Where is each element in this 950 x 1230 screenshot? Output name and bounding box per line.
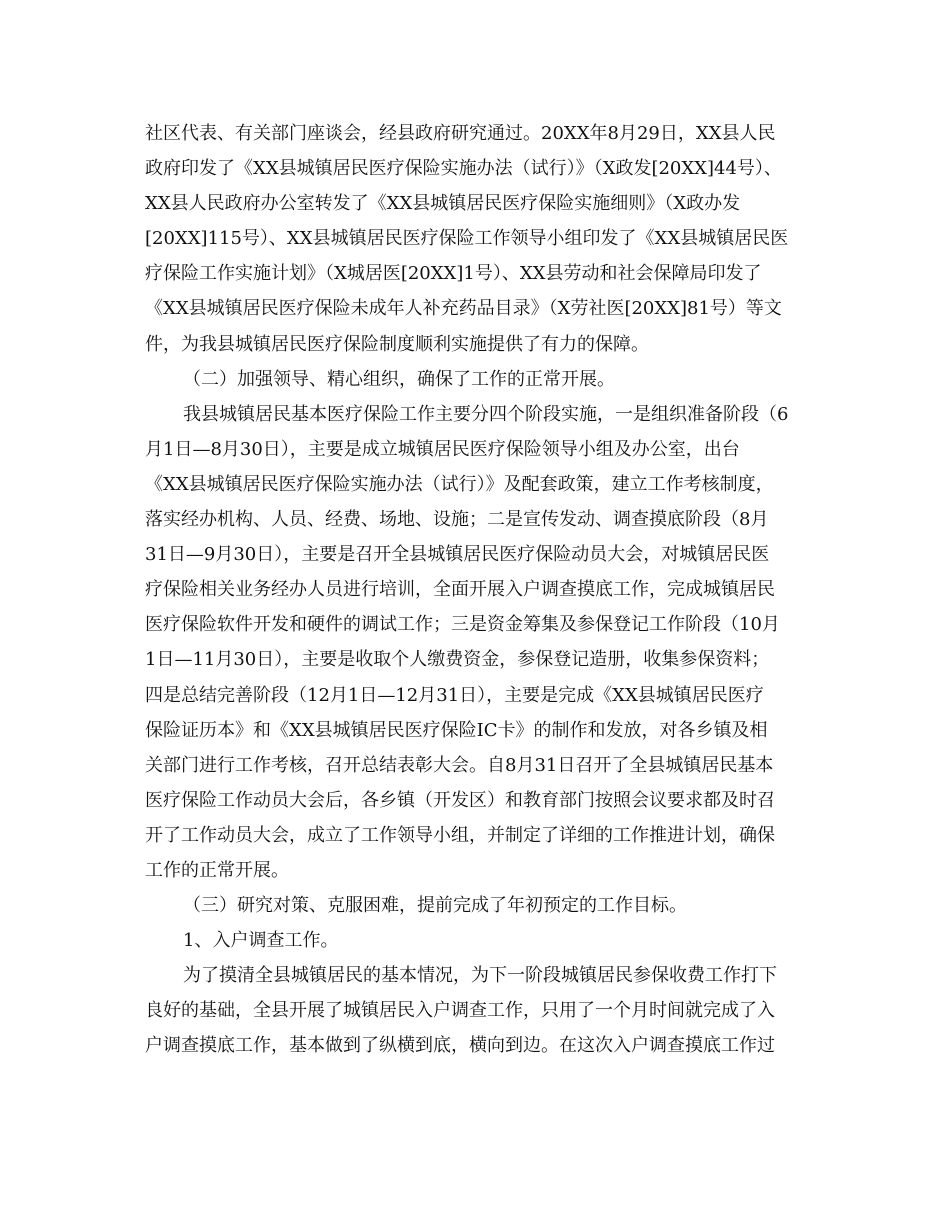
text-line: 户调查摸底工作，基本做到了纵横到底，横向到边。在这次入户调查摸底工作过	[145, 1035, 775, 1057]
text-line: 我县城镇居民基本医疗保险工作主要分四个阶段实施，一是组织准备阶段（6	[183, 403, 789, 425]
text-line: 1日—11月30日），主要是收取个人缴费资金，参保登记造册，收集参保资料；	[145, 649, 770, 671]
text-line: （二）加强领导、精心组织，确保了工作的正常开展。	[183, 368, 615, 390]
text-line: 关部门进行工作考核，召开总结表彰大会。自8月31日召开了全县城镇居民基本	[145, 754, 774, 776]
document-body	[145, 116, 815, 1064]
text-line: 31日—9月30日），主要是召开全县城镇居民医疗保险动员大会，对城镇居民医	[145, 544, 770, 566]
text-line: 良好的基础，全县开展了城镇居民入户调查工作，只用了一个月时间就完成了入	[145, 1000, 775, 1022]
text-line: 件，为我县城镇居民医疗保险制度顺利实施提供了有力的保障。	[145, 333, 649, 355]
text-line: [20XX]115号）、XX县城镇居民医疗保险工作领导小组印发了《XX县城镇居民医	[145, 228, 789, 250]
text-line: 疗保险工作实施计划》（X城居医[20XX]1号）、XX县劳动和社会保障局印发了	[145, 263, 762, 285]
text-line: 月1日—8月30日），主要是成立城镇居民医疗保险领导小组及办公室，出台	[145, 438, 740, 460]
text-line: 医疗保险工作动员大会后，各乡镇（开发区）和教育部门按照会议要求都及时召	[145, 789, 775, 811]
text-line: 政府印发了《XX县城镇居民医疗保险实施办法（试行）》（X政发[20XX]44号）、	[145, 158, 782, 180]
text-line: 落实经办机构、人员、经费、场地、设施；二是宣传发动、调查摸底阶段（8月	[145, 509, 769, 531]
text-line: 工作的正常开展。	[145, 859, 289, 881]
text-line: 《XX县城镇居民医疗保险实施办法（试行）》及配套政策，建立工作考核制度，	[145, 473, 774, 495]
text-line: 《XX县城镇居民医疗保险未成年人补充药品目录》（X劳社医[20XX]81号）等文	[145, 298, 782, 320]
text-line: （三）研究对策、克服困难，提前完成了年初预定的工作目标。	[183, 895, 687, 917]
text-line: 1、入户调查工作。	[183, 930, 339, 952]
text-line: 四是总结完善阶段（12月1日—12月31日），主要是完成《XX县城镇居民医疗	[145, 684, 764, 706]
text-line: 疗保险相关业务经办人员进行培训，全面开展入户调查摸底工作，完成城镇居民	[145, 579, 775, 601]
text-line: 开了工作动员大会，成立了工作领导小组，并制定了详细的工作推进计划，确保	[145, 824, 775, 846]
text-line: 社区代表、有关部门座谈会，经县政府研究通过。20XX年8月29日，XX县人民	[145, 123, 776, 144]
text-line: 为了摸清全县城镇居民的基本情况，为下一阶段城镇居民参保收费工作打下	[183, 965, 777, 987]
text-line: 医疗保险软件开发和硬件的调试工作；三是资金筹集及参保登记工作阶段（10月	[145, 614, 780, 636]
text-line: 保险证历本》和《XX县城镇居民医疗保险IC卡》的制作和发放，对各乡镇及相	[145, 719, 768, 741]
text-line: XX县人民政府办公室转发了《XX县城镇居民医疗保险实施细则》（X政办发	[145, 193, 741, 215]
